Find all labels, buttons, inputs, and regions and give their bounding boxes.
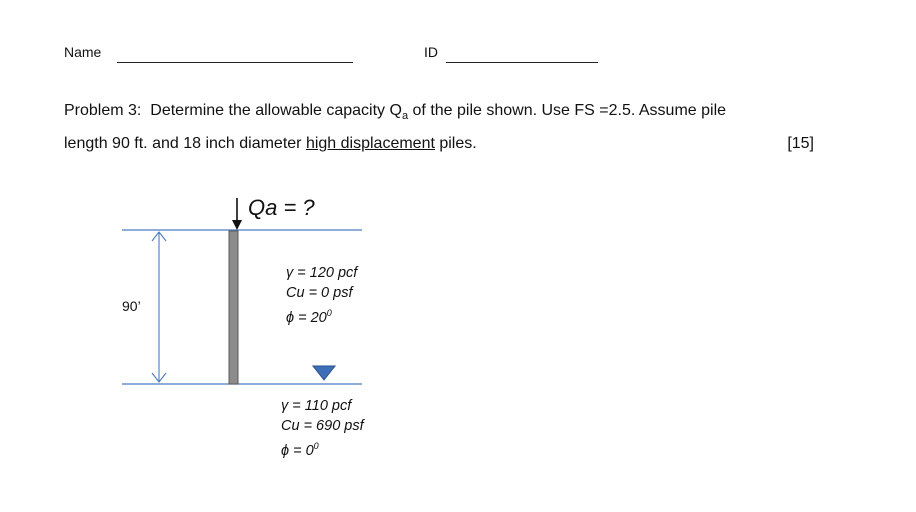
problem-text-4: piles. [434, 135, 477, 153]
layer2-properties [281, 396, 364, 461]
problem-text-1: Determine the allowable capacity Q [150, 102, 402, 119]
layer1-gamma: γ = 120 pcf [286, 265, 358, 281]
underlined-term: high displacement [305, 135, 435, 153]
points-label: [15] [787, 135, 814, 153]
name-label: Name [64, 44, 102, 60]
layer2-phi [281, 436, 364, 461]
layer1-phi [286, 303, 357, 328]
q-subscript: a [401, 110, 409, 123]
layer2-gamma: γ = 110 pcf [281, 398, 352, 414]
problem-text-3: length 90 ft. and 18 inch diameter [64, 135, 306, 153]
problem-text-2: of the pile shown. Use FS =2.5. Assume pile [408, 102, 727, 119]
layer2-phi-degree: 0 [313, 441, 319, 451]
depth-label: 90’ [122, 298, 141, 314]
layer1-phi-degree: 0 [326, 308, 332, 318]
load-arrow-head [232, 220, 242, 230]
layer2-cu: Cu = 690 psf [281, 418, 364, 434]
layer1-phi-value: ϕ = 20 [286, 309, 327, 326]
problem-prefix: Problem 3: [64, 102, 142, 119]
water-table-icon [313, 366, 335, 380]
layer1-cu: Cu = 0 psf [286, 285, 353, 301]
pile [229, 231, 238, 384]
id-label: ID [424, 44, 438, 60]
layer2-phi-value: ϕ = 0 [281, 442, 314, 459]
layer1-properties [286, 263, 357, 328]
load-label: Qa = ? [248, 195, 315, 220]
